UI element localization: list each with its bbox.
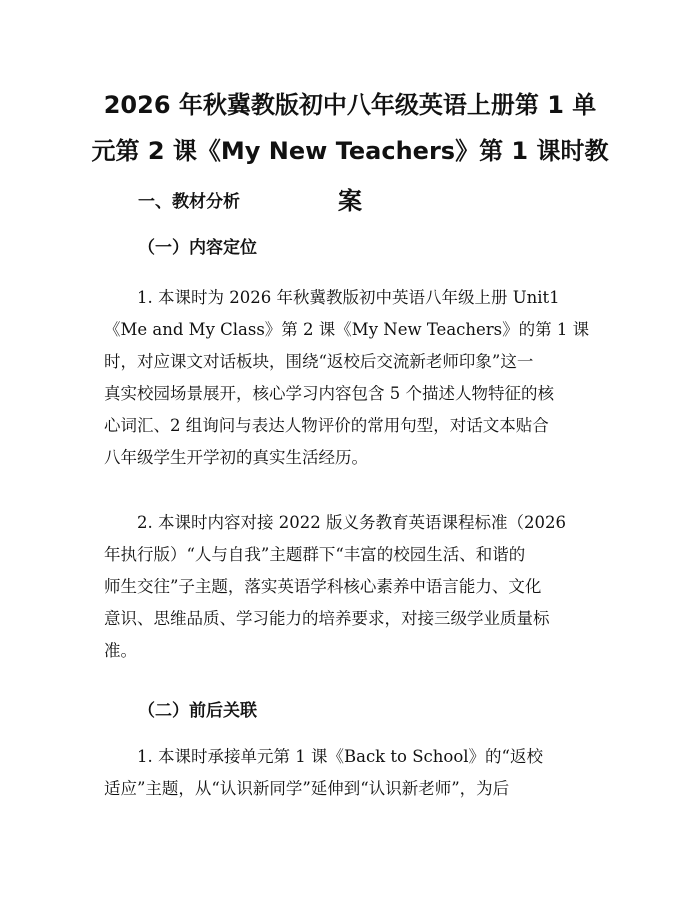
paragraph-3-line: 适应”主题，从“认识新同学”延伸到“认识新老师”，为后 xyxy=(104,779,510,798)
document-title-line-2: 元第 2 课《My New Teachers》第 1 课时教案 xyxy=(91,137,609,215)
subsection-heading-connections: （二）前后关联 xyxy=(138,701,257,721)
paragraph-2-line: 意识、思维品质、学习能力的培养要求，对接三级学业质量标 xyxy=(104,609,550,628)
paragraph-2 xyxy=(104,507,600,667)
paragraph-1-line: 时，对应课文对话板块，围绕“返校后交流新老师印象”这一 xyxy=(104,352,534,371)
section-heading-textbook-analysis: 一、教材分析 xyxy=(138,192,240,212)
subsection-heading-content-positioning: （一）内容定位 xyxy=(138,238,257,258)
document-title-line-1: 2026 年秋冀教版初中八年级英语上册第 1 单 xyxy=(103,91,597,119)
paragraph-1 xyxy=(104,282,600,474)
paragraph-3 xyxy=(104,741,600,805)
paragraph-1-line: 心词汇、2 组询问与表达人物评价的常用句型，对话文本贴合 xyxy=(104,416,549,435)
paragraph-1-line: 八年级学生开学初的真实生活经历。 xyxy=(104,448,368,467)
paragraph-3-line: 1. 本课时承接单元第 1 课《Back to School》的“返校 xyxy=(137,747,543,766)
paragraph-2-line: 师生交往”子主题，落实英语学科核心素养中语言能力、文化 xyxy=(104,577,542,596)
paragraph-2-line: 年执行版）“人与自我”主题群下“丰富的校园生活、和谐的 xyxy=(104,545,526,564)
paragraph-1-line: 《Me and My Class》第 2 课《My New Teachers》的第 1 课 xyxy=(104,320,590,339)
paragraph-1-line: 1. 本课时为 2026 年秋冀教版初中英语八年级上册 Unit1 xyxy=(137,288,560,307)
paragraph-1-line: 真实校园场景展开，核心学习内容包含 5 个描述人物特征的核 xyxy=(104,384,554,403)
paragraph-2-line: 2. 本课时内容对接 2022 版义务教育英语课程标准（2026 xyxy=(137,513,566,532)
paragraph-2-line: 准。 xyxy=(104,641,137,660)
